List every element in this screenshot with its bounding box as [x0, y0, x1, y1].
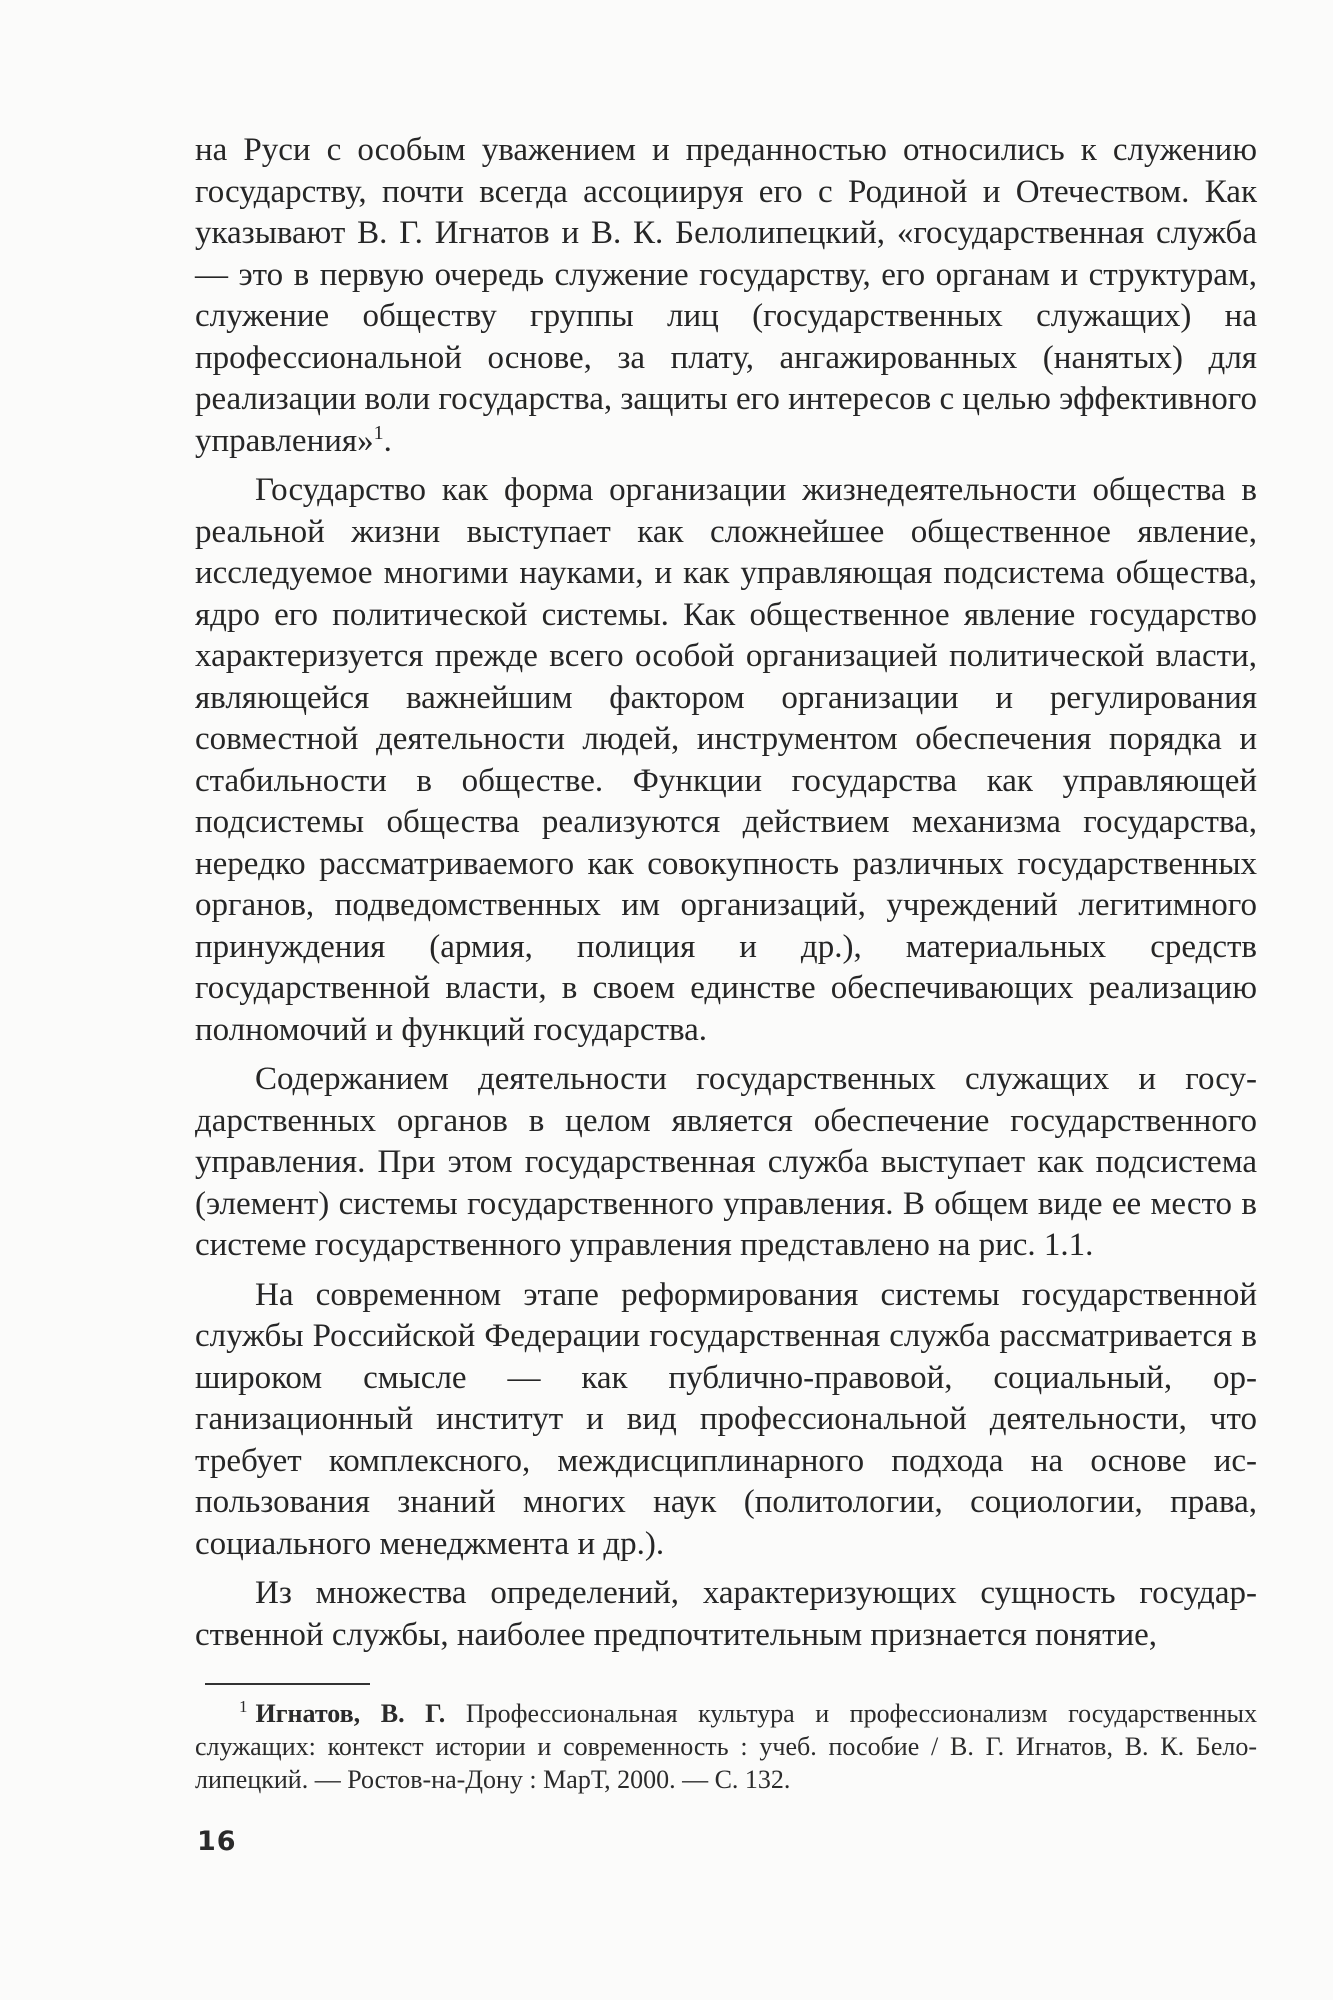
- main-text: [195, 130, 1257, 1656]
- footnote-separator: [205, 1683, 370, 1685]
- footnote-number: 1: [239, 1697, 248, 1717]
- footnote: [195, 1697, 1257, 1796]
- footnote-reference: 1: [373, 421, 384, 444]
- paragraph-5: Из множества определений, характеризующих сущность государственной службы, наиболее предпочтительным признается понятие,: [195, 1575, 1257, 1653]
- paragraph-1-end: .: [383, 422, 392, 459]
- paragraph-4: На современном этапе реформирования системы государственной службы Российской Федерации государственная служба рассматривается в широком смысле — как публично-правовой, социальный, организационный институт и вид профессиональной деятельности, что требует комплексного, междисциплинарного подхода на основе использования знаний многих наук (политологии, социологии, права, социального менеджмента и др.).: [195, 1276, 1257, 1562]
- paragraph-2: Государство как форма организации жизнедеятельности общества в реальной жизни выступает как сложнейшее общественное явление, исследуемое многими науками, и как управляющая подсистема общества, ядро его политической системы. Как общественное явление государство характеризуется прежде всего особой организацией политической власти, являющейся важнейшим фактором организации и регулирования совместной деятельности людей, инструментом обеспечения порядка и стабильности в обществе. Функции государства как управляющей подсистемы общества реализуются действием механизма государства, нередко рассматриваемого как совокупность различных государственных органов, подведомственных им организаций, учреждений легитимного принуждения (армия, полиция и др.), материальных средств государственной власти, в своем единстве обеспечивающих реализацию полномочий и функций государства.: [195, 472, 1257, 1048]
- footnote-text: Профессиональная культура и профессионализм государственных служащих: контекст истории и современность : учеб. пособие / В. Г. Игнатов, В. К. Белолипецкий. — Ростов-на-Дону : МарТ, 2000. — С. 132.: [195, 1699, 1257, 1794]
- paragraph-1: [195, 130, 1257, 462]
- page-number: 16: [197, 1826, 237, 1857]
- footnote-author: Игнатов, В. Г.: [255, 1699, 446, 1728]
- paragraph-3: Содержанием деятельности государственных служащих и государственных органов в целом является обеспечение государственного управления. При этом государственная служба выступает как подсистема (элемент) системы государственного управления. В общем виде ее место в системе государственного управления представлено на рис. 1.1.: [195, 1061, 1257, 1263]
- paragraph-1-text: на Руси с особым уважением и преданностью относились к служению государству, почти всегда ассоциируя его с Родиной и Отечеством. Как указывают В. Г. Игнатов и В. К. Белолипецкий, «государственная служба — это в первую очередь служение государству, его органам и структурам, служение обществу группы лиц (государственных служащих) на профессиональной основе, за плату, ангажированных (нанятых) для реализации воли государства, защиты его интересов с целью эффективного управления»: [195, 132, 1257, 459]
